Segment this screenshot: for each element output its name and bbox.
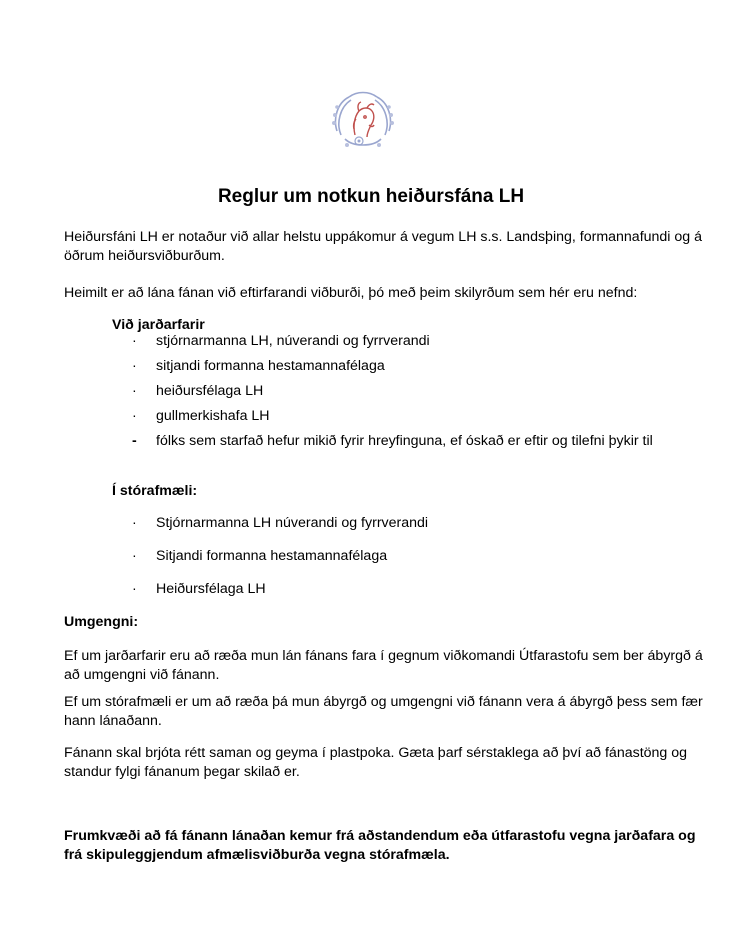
list-item-text: Sitjandi formanna hestamannafélaga [156, 548, 388, 564]
list-item-text: gullmerkishafa LH [156, 408, 270, 424]
handling-paragraph: Ef um stórafmæli er um að ræða þá mun ábyrgð og umgengni við fánann vera á ábyrgð þess sem fær hann lánaðann. [64, 694, 703, 729]
list-item-text: fólks sem starfað hefur mikið fyrir hreyfinguna, ef óskað er eftir og tilefni þykir til [156, 433, 653, 449]
birthdays-heading: Í stórafmæli: [112, 483, 198, 499]
bullet-dot: · [132, 515, 137, 531]
bullet-dot: · [132, 333, 137, 349]
final-note: Frumkvæði að fá fánann lánaðan kemur frá aðstandendum eða útfarastofu vegna jarðafara og frá skipuleggjendum afmælisviðburða vegna stórafmæla. [64, 828, 696, 863]
bullet-dot: · [132, 408, 137, 424]
list-item-text: Heiðursfélaga LH [156, 581, 266, 597]
handling-paragraph: Fánann skal brjóta rétt saman og geyma í plastpoka. Gæta þarf sérstaklega að því að fánastöng og standur fylgi fánanum þegar skilað er. [64, 745, 688, 780]
funerals-heading: Við jarðarfarir [112, 317, 205, 333]
list-item-text: heiðursfélaga LH [156, 383, 264, 399]
lh-logo-icon [327, 89, 399, 153]
bullet-dot: · [132, 358, 137, 374]
bullet-dash: - [132, 433, 137, 449]
bullet-dot: · [132, 548, 137, 564]
list-item-text: sitjandi formanna hestamannafélaga [156, 358, 385, 374]
intro-paragraph: Heiðursfáni LH er notaður við allar helstu uppákomur á vegum LH s.s. Landsþing, formannafundi og á öðrum heiðursviðburðum. [64, 229, 703, 264]
bullet-dot: · [132, 581, 137, 597]
handling-heading: Umgengni: [64, 614, 139, 630]
handling-paragraph: Ef um jarðarfarir eru að ræða mun lán fánans fara í gegnum viðkomandi Útfarastofu sem ber ábyrgð á að umgengni við fánann. [64, 648, 703, 683]
permission-paragraph: Heimilt er að lána fánan við eftirfarandi viðburði, þó með þeim skilyrðum sem hér eru nefnd: [64, 285, 638, 301]
list-item-text: Stjórnarmanna LH núverandi og fyrrverandi [156, 515, 429, 531]
list-item-text: stjórnarmanna LH, núverandi og fyrrverandi [156, 333, 430, 349]
page-title: Reglur um notkun heiðursfána LH [217, 186, 525, 207]
bullet-dot: · [132, 383, 137, 399]
